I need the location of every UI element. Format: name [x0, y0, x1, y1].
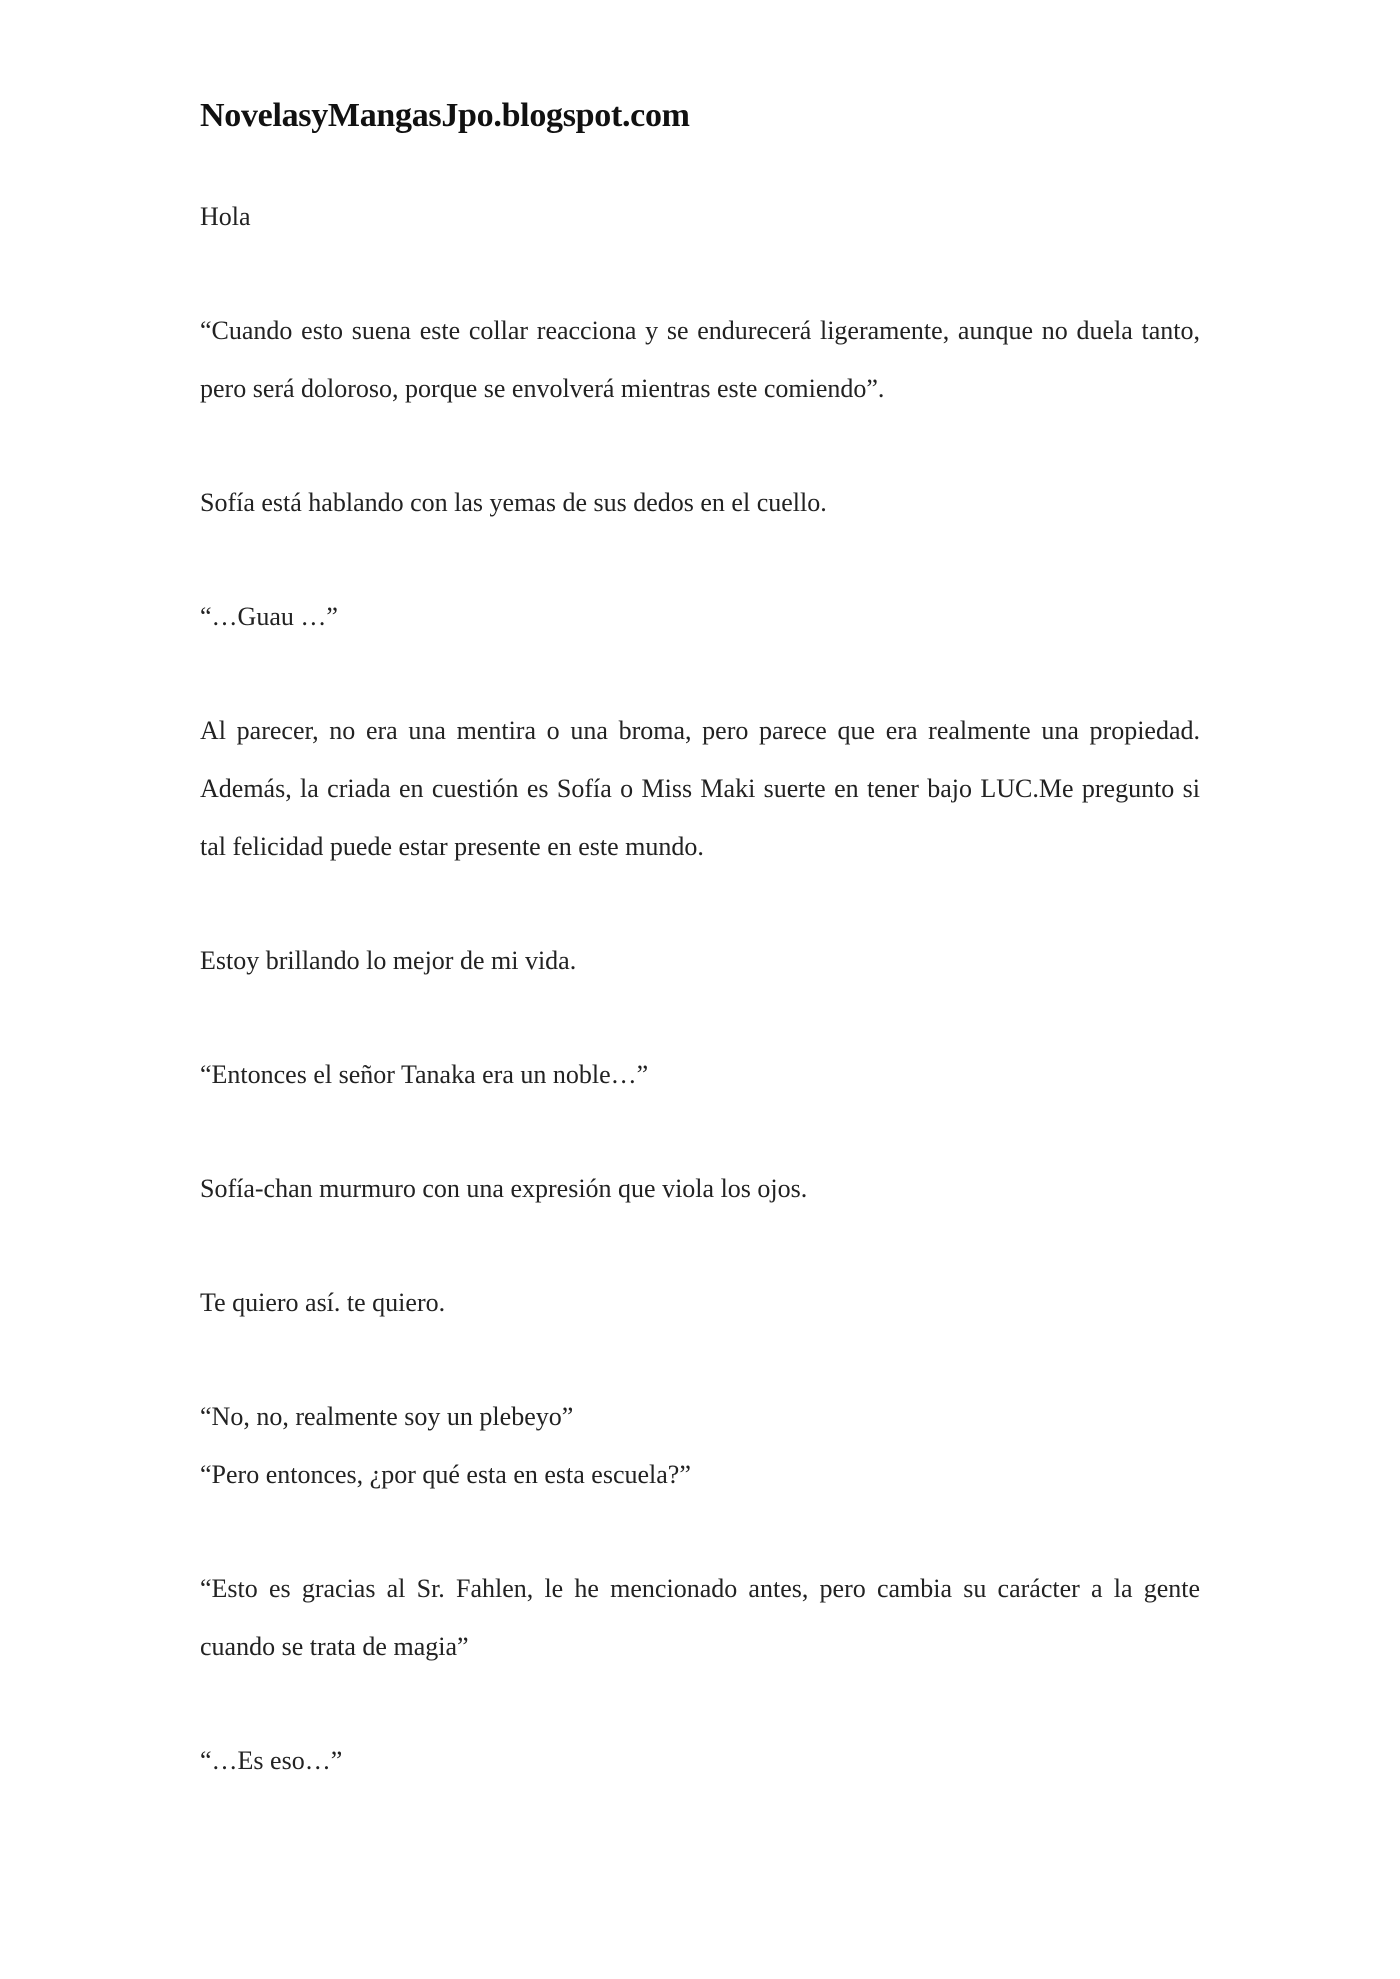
paragraph: “No, no, realmente soy un plebeyo” — [200, 1402, 574, 1431]
paragraph: “…Guau …” — [200, 602, 338, 631]
paragraph: Estoy brillando lo mejor de mi vida. — [200, 946, 577, 975]
document-body — [200, 80, 1200, 1790]
paragraph: “Pero entonces, ¿por qué esta en esta escuela?” — [200, 1460, 691, 1489]
paragraph: “Esto es gracias al Sr. Fahlen, le he mencionado antes, pero cambia su carácter a la gente cuando se trata de magia” — [200, 1574, 1200, 1661]
paragraph: “Cuando esto suena este collar reacciona y se endurecerá ligeramente, aunque no duela tanto, pero será doloroso, porque se envolverá mientras este comiendo”. — [200, 316, 1200, 403]
paragraph: “…Es eso…” — [200, 1746, 343, 1775]
paragraph: Sofía está hablando con las yemas de sus dedos en el cuello. — [200, 488, 827, 517]
paragraph: Te quiero así. te quiero. — [200, 1288, 446, 1317]
paragraph: “Entonces el señor Tanaka era un noble…” — [200, 1060, 649, 1089]
paragraph: Sofía-chan murmuro con una expresión que viola los ojos. — [200, 1174, 808, 1203]
paragraph: Hola — [200, 202, 251, 231]
paragraph: Al parecer, no era una mentira o una broma, pero parece que era realmente una propiedad. Además, la criada en cuestión es Sofía o Miss Maki suerte en tener bajo LUC.Me pregunto si tal felicidad puede estar presente en este mundo. — [200, 716, 1200, 861]
site-title: NovelasyMangasJpo.blogspot.com — [200, 97, 690, 134]
